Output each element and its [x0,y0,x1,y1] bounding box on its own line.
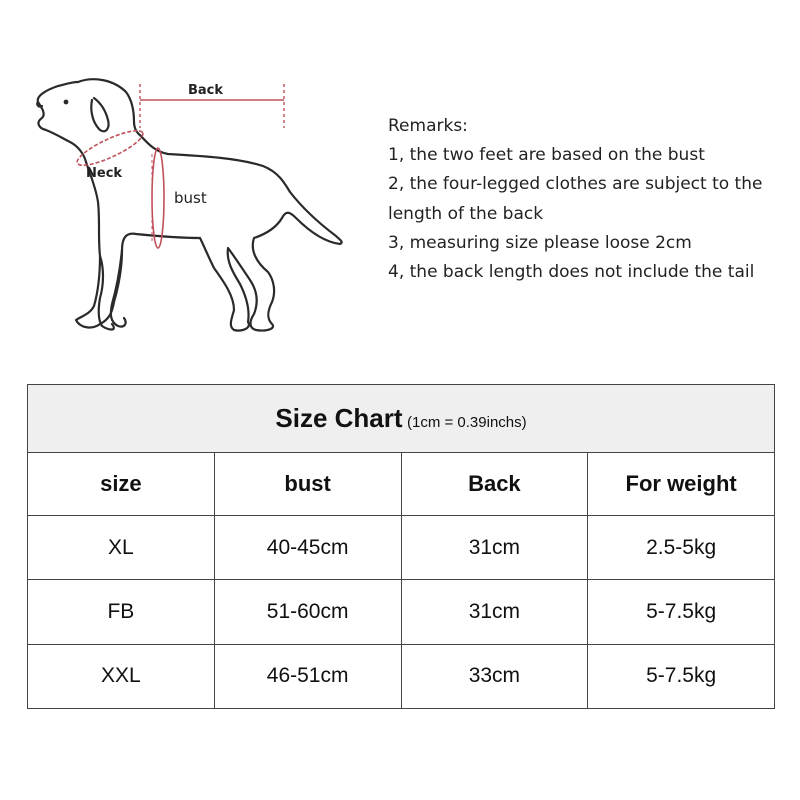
remark-item: 3, measuring size please loose 2cm [388,232,692,253]
header-weight: For weight [588,453,775,516]
dog-measurement-diagram [28,70,358,350]
remark-item: 1, the two feet are based on the bust [388,145,705,166]
table-title-cell [28,385,775,453]
table-subtitle: (1cm = 0.39inchs) [406,414,527,431]
table-row [28,580,775,644]
table-row [28,644,775,708]
cell-back: 33cm [401,644,588,708]
header-back: Back [401,453,588,516]
table-title-row [28,385,775,453]
bust-measure-ellipse [152,148,164,248]
cell-weight: 5-7.5kg [588,580,775,644]
header-bust: bust [214,453,401,516]
back-label: Back [188,83,224,98]
table-title: Size Chart [275,403,403,433]
cell-size: XXL [28,644,215,708]
remarks-heading: Remarks: [388,116,468,136]
cell-size: FB [28,580,215,644]
header-size: size [28,453,215,516]
remarks-block [388,112,788,287]
neck-label: Neck [86,166,123,181]
cell-back: 31cm [401,580,588,644]
remark-item: 4, the back length does not include the tail [388,262,755,283]
cell-weight: 2.5-5kg [588,516,775,580]
cell-bust: 51-60cm [214,580,401,644]
table-header-row [28,453,775,516]
size-chart-table [27,384,775,709]
cell-size: XL [28,516,215,580]
cell-bust: 40-45cm [214,516,401,580]
cell-bust: 46-51cm [214,644,401,708]
remark-item: 2, the four-legged clothes are subject to the length of the back [388,174,763,224]
bust-label: bust [174,189,207,207]
cell-back: 31cm [401,516,588,580]
table-row [28,516,775,580]
cell-weight: 5-7.5kg [588,644,775,708]
